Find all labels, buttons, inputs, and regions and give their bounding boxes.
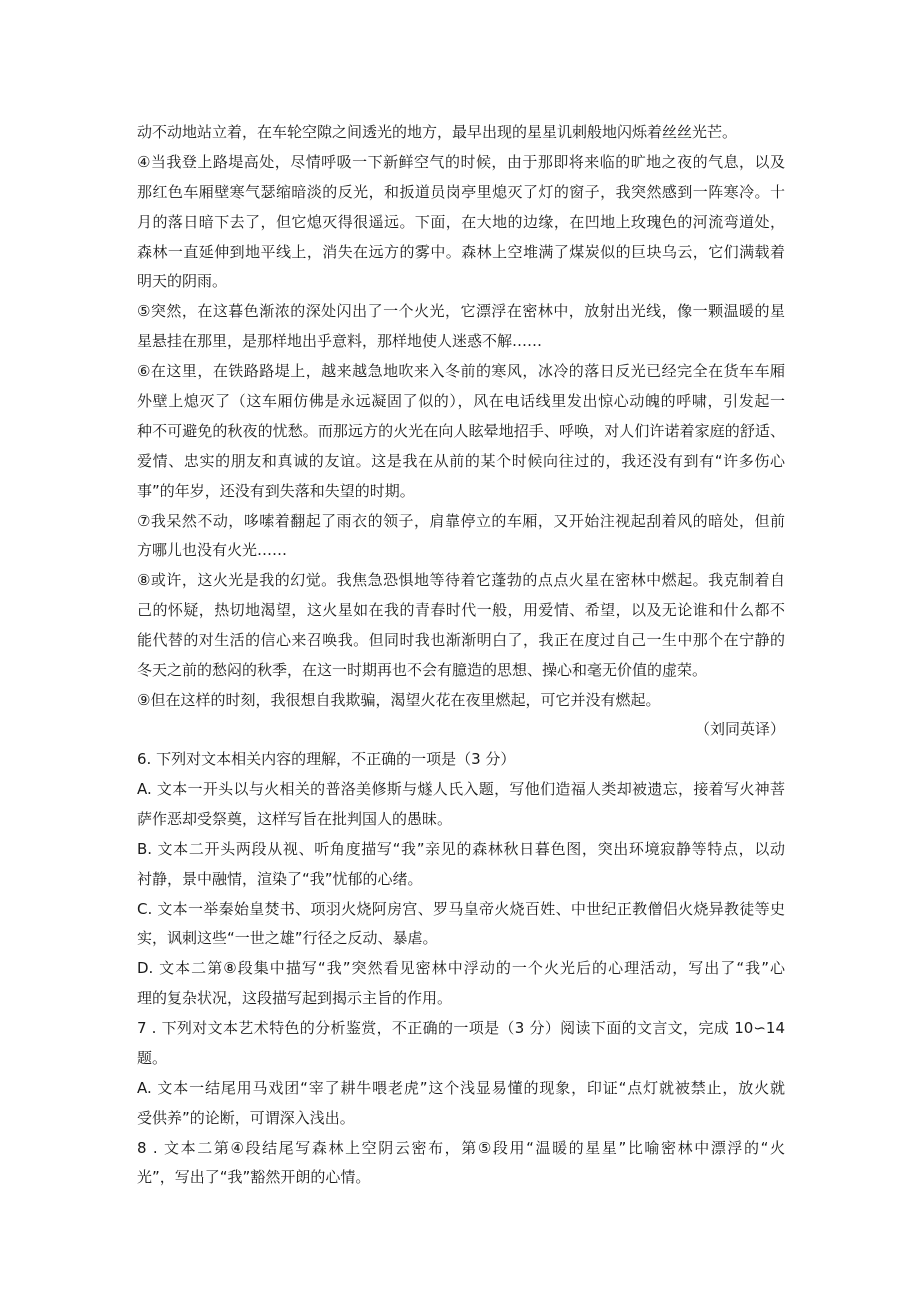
text-line: 明天的阴雨。 [137, 272, 228, 290]
question-6-stem: 6. 下列对文本相关内容的理解，不正确的一项是（3 分） [137, 750, 516, 768]
question-6-option-c: C. 文本一举秦始皇焚书、项羽火烧阿房宫、罗马皇帝火烧百姓、中世纪正教僧侣火烧异教徒等史 [137, 900, 785, 918]
text-line: ④当我登上路堤高处，尽情呼吸一下新鲜空气的时候，由于那即将来临的旷地之夜的气息，以及 [137, 153, 785, 171]
question-8-text: 光”，写出了“我”豁然开朗的心情。 [137, 1168, 371, 1186]
translator-credit: （刘同英译） [694, 720, 785, 738]
question-7-option-a: A. 文本一结尾用马戏团“宰了耕牛喂老虎”这个浅显易懂的现象，印证“点灯就被禁止，放火就 [137, 1079, 785, 1097]
question-6-option-a: 萨作恶却受祭奠，这样写旨在批判国人的愚昧。 [137, 810, 453, 828]
text-line: 爱情、忠实的朋友和真诚的友谊。这是我在从前的某个时候向往过的，我还没有到有“许多伤心 [137, 452, 785, 470]
text-line: 那红色车厢壁寒气瑟缩暗淡的反光，和扳道员岗亭里熄灭了灯的窗子，我突然感到一阵寒冷。十 [137, 183, 785, 201]
question-6-option-a: A. 文本一开头以与火相关的普洛美修斯与燧人氏入题，写他们造福人类却被遗忘，接着写火神菩 [137, 780, 785, 798]
text-line: ⑨但在这样的时刻，我很想自我欺骗，渴望火花在夜里燃起，可它并没有燃起。 [137, 691, 661, 709]
text-line: 方哪儿也没有火光…… [137, 541, 288, 559]
text-line: 动不动地站立着，在车轮空隙之间透光的地方，最早出现的星星讥刺般地闪烁着丝丝光芒。 [137, 123, 738, 141]
text-line: ⑤突然，在这暮色渐浓的深处闪出了一个火光，它漂浮在密林中，放射出光线，像一颗温暖的星 [137, 302, 785, 320]
question-8-text: 8 . 文本二第④段结尾写森林上空阴云密布，第⑤段用“温暖的星星”比喻密林中漂浮的“火 [137, 1139, 785, 1157]
question-7-option-a: 受供养”的论断，可谓深入浅出。 [137, 1109, 355, 1127]
text-line: 星悬挂在那里，是那样地出乎意料，那样地使人迷惑不解…… [137, 332, 543, 350]
question-6-option-c: 实，讽刺这些“一世之雄”行径之反动、暴虐。 [137, 929, 438, 947]
text-line: ⑦我呆然不动，哆嗦着翻起了雨衣的领子，肩靠停立的车厢，又开始注视起刮着风的暗处，但前 [137, 512, 785, 530]
question-6-option-d: 理的复杂状况，这段描写起到揭示主旨的作用。 [137, 989, 453, 1007]
text-line: ⑧或许，这火光是我的幻觉。我焦急恐惧地等待着它蓬勃的点点火星在密林中燃起。我克制着自 [137, 571, 785, 589]
question-6-option-b: B. 文本二开头两段从视、听角度描写“我”亲见的森林秋日暮色图，突出环境寂静等特点，以动 [137, 840, 785, 858]
text-line: 事”的年岁，还没有到失落和失望的时期。 [137, 482, 415, 500]
text-line: 种不可避免的秋夜的忧愁。而那远方的火光在向人眩晕地招手、呼唤，对人们许诺着家庭的舒适、 [137, 422, 785, 440]
text-line: 月的落日暗下去了，但它熄灭得很遥远。下面，在大地的边缘，在凹地上玫瑰色的河流弯道处， [137, 213, 785, 231]
text-line: 能代替的对生活的信心来召唤我。但同时我也渐渐明白了，我正在度过自己一生中那个在宁静的 [137, 631, 785, 649]
text-line: ⑥在这里，在铁路路堤上，越来越急地吹来入冬前的寒风，冰冷的落日反光已经完全在货车车厢 [137, 362, 785, 380]
text-line: 己的怀疑，热切地渴望，这火星如在我的青春时代一般，用爱情、希望，以及无论谁和什么都不 [137, 601, 785, 619]
text-line: 森林一直延伸到地平线上，消失在远方的雾中。森林上空堆满了煤炭似的巨块乌云，它们满载着 [137, 243, 785, 261]
question-7-stem: 7 . 下列对文本艺术特色的分析鉴赏，不正确的一项是（3 分）阅读下面的文言文，完成 10∽14 [137, 1019, 785, 1037]
text-line: 外壁上熄灭了（这车厢仿佛是永远凝固了似的），风在电话线里发出惊心动魄的呼啸，引发起一 [137, 392, 785, 410]
text-line: 冬天之前的愁闷的秋季，在这一时期再也不会有臆造的思想、操心和毫无价值的虚荣。 [137, 661, 708, 679]
question-6-option-d: D. 文本二第⑧段集中描写“我”突然看见密林中浮动的一个火光后的心理活动，写出了“我”心 [137, 959, 785, 977]
question-6-option-b: 衬静，景中融情，渲染了“我”忧郁的心绪。 [137, 870, 423, 888]
question-7-stem: 题。 [137, 1049, 168, 1067]
